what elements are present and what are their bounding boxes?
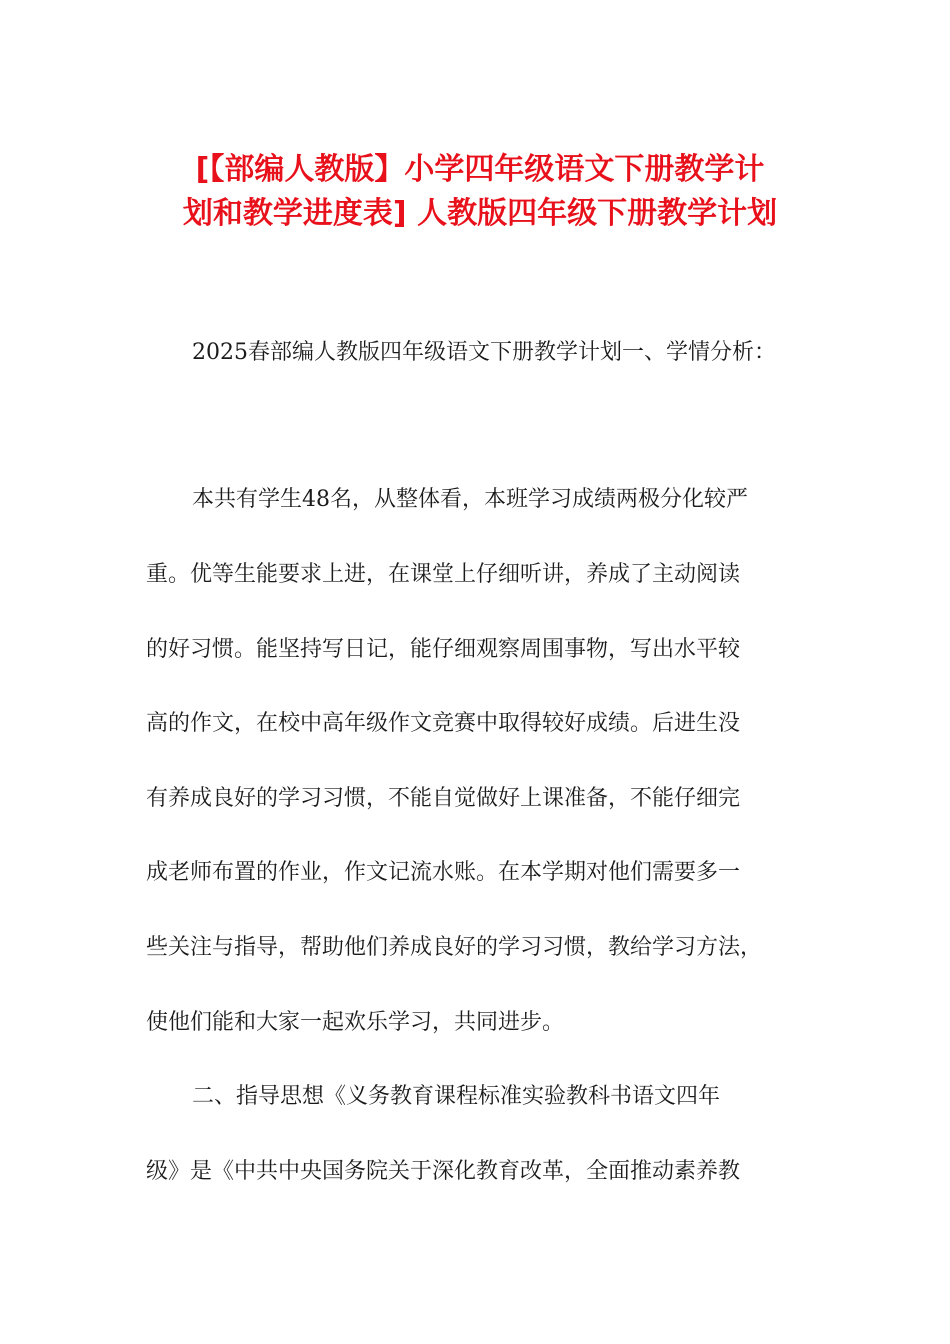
- title-line-2: 划和教学进度表] 人教版四年级下册教学计划: [182, 196, 778, 231]
- body-line: 二、指导思想《义务教育课程标准实验教科书语文四年: [192, 1084, 721, 1109]
- body-line: 有养成良好的学习习惯，不能自觉做好上课准备，不能仔细完: [146, 786, 741, 811]
- intro-line: 2025春部编人教版四年级语文下册教学计划一、学情分析：: [192, 340, 776, 365]
- body-line: 重。优等生能要求上进，在课堂上仔细听讲，养成了主动阅读: [146, 562, 741, 587]
- body-line: 的好习惯。能坚持写日记，能仔细观察周围事物，写出水平较: [146, 637, 741, 662]
- body-line: 本共有学生48名，从整体看，本班学习成绩两极分化较严: [192, 487, 748, 512]
- document-title: [140, 148, 820, 236]
- body-line: 成老师布置的作业，作文记流水账。在本学期对他们需要多一: [146, 860, 741, 885]
- body-line: 级》是《中共中央国务院关于深化教育改革，全面推动素养教: [146, 1159, 741, 1184]
- title-line-1: [【部编人教版】小学四年级语文下册教学计: [195, 152, 765, 187]
- body-line: 使他们能和大家一起欢乐学习，共同进步。: [146, 1010, 565, 1035]
- body-line: 高的作文，在校中高年级作文竞赛中取得较好成绩。后进生没: [146, 711, 741, 736]
- body-line: 些关注与指导，帮助他们养成良好的学习习惯，教给学习方法，: [146, 935, 763, 960]
